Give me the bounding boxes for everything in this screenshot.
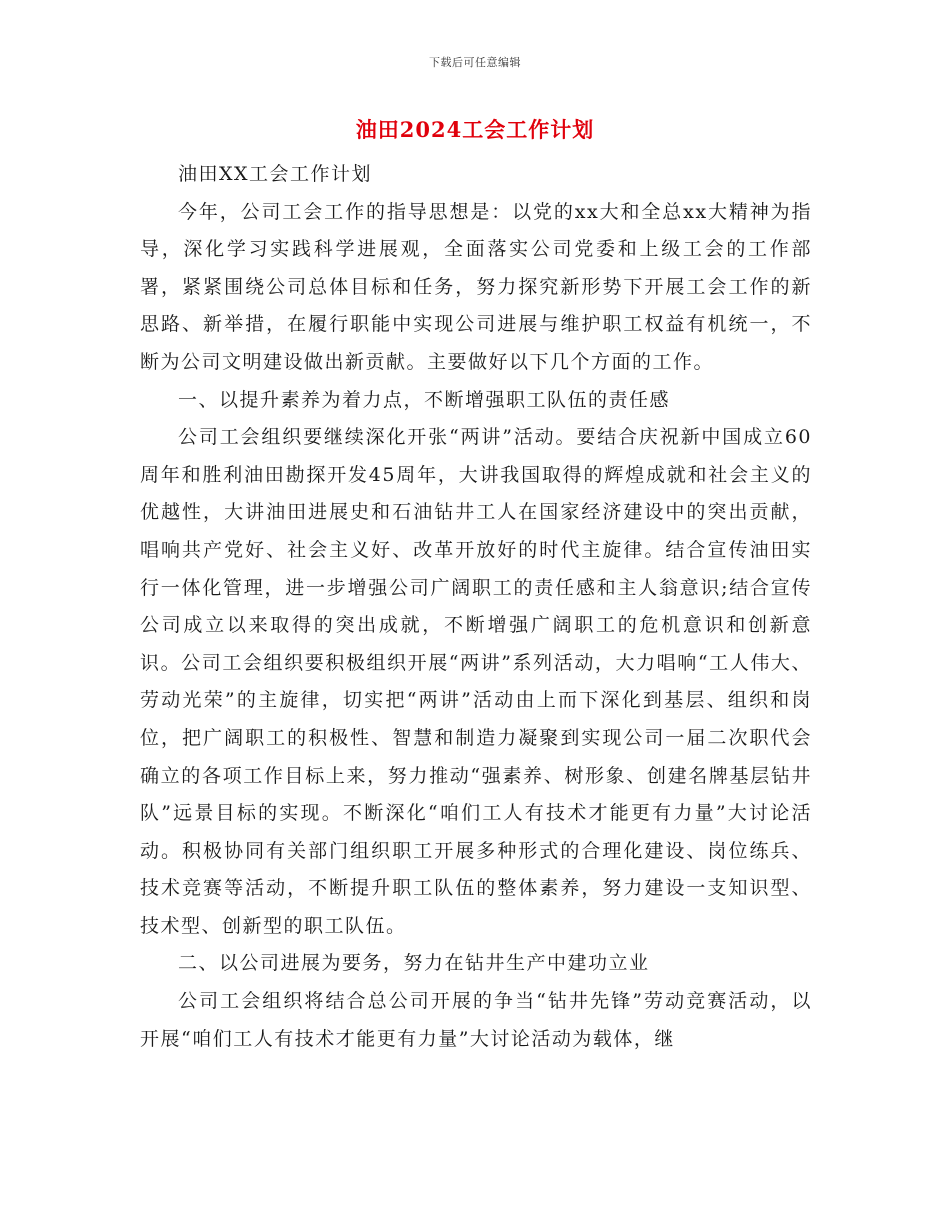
section-heading-2: 二、以公司进展为要务，努力在钻井生产中建功立业 (178, 952, 650, 975)
paragraph-section-1: 公司工会组织要继续深化开张“两讲”活动。要结合庆祝新中国成立60周年和胜利油田勘探开发45周年，大讲我国取得的辉煌成就和社会主义的优越性，大讲油田进展史和石油钻井工人在国家经济建设中的突出贡献，唱响共产党好、社会主义好、改革开放好的时代主旋律。结合宣传油田实行一体化管理，进一步增强公司广阔职工的责任感和主人翁意识;结合宣传公司成立以来取得的突出成就，不断增强广阔职工的危机意识和创新意识。公司工会组织要积极组织开展“两讲”系列活动，大力唱响“工人伟大、劳动光荣”的主旋律，切实把“两讲”活动由上而下深化到基层、组织和岗位，把广阔职工的积极性、智慧和制造力凝聚到实现公司一届二次职代会确立的各项工作目标上来，努力推动“强素养、树形象、创建名牌基层钻井队”远景目标的实现。不断深化“咱们工人有技术才能更有力量”大讨论活动。积极协同有关部门组织职工开展多种形式的合理化建设、岗位练兵、技术竞赛等活动，不断提升职工队伍的整体素养，努力建设一支知识型、技术型、创新型的职工队伍。 (140, 426, 812, 937)
document-title: 油田2024工会工作计划 (355, 117, 595, 142)
paragraph-subtitle: 油田XX工会工作计划 (178, 163, 373, 185)
paragraph-section-2: 公司工会组织将结合总公司开展的争当“钻井先锋”劳动竞赛活动，以开展“咱们工人有技术才能更有力量”大讨论活动为载体，继 (140, 990, 812, 1050)
document-body (140, 156, 812, 1058)
paragraph-intro: 今年，公司工会工作的指导思想是：以党的xx大和全总xx大精神为指导，深化学习实践科学进展观，全面落实公司党委和上级工会的工作部署，紧紧围绕公司总体目标和任务，努力探究新形势下开展工会工作的新思路、新举措，在履行职能中实现公司进展与维护职工权益有机统一，不断为公司文明建设做出新贡献。主要做好以下几个方面的工作。 (140, 200, 812, 373)
header-note: 下载后可任意编辑 (429, 56, 521, 69)
section-heading-1: 一、以提升素养为着力点，不断增强职工队伍的责任感 (178, 388, 671, 411)
